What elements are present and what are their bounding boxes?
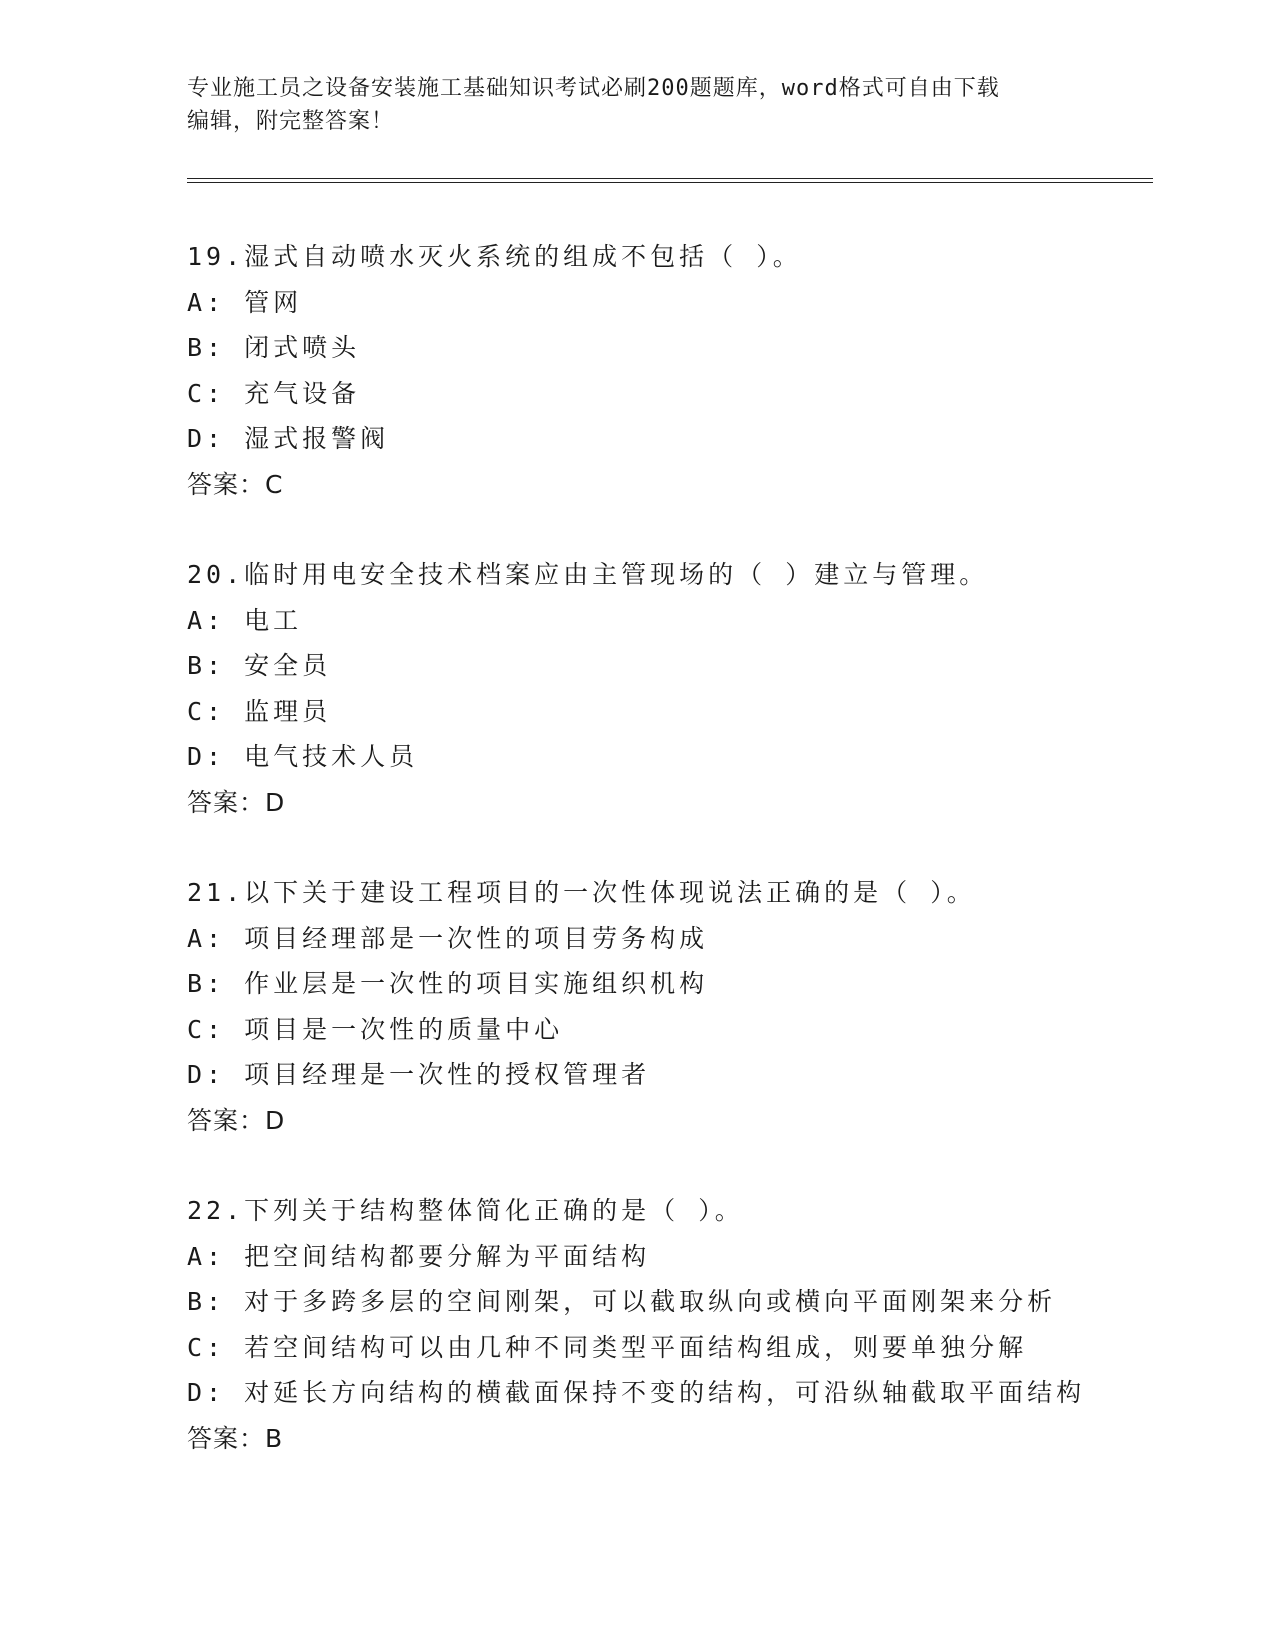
answer-key: 答案：D <box>187 787 286 817</box>
option-c: C: 若空间结构可以由几种不同类型平面结构组成，则要单独分解 <box>187 1332 1028 1362</box>
option-d: D: 湿式报警阀 <box>187 424 390 453</box>
option-b: B: 安全员 <box>187 651 332 680</box>
answer-key: 答案：B <box>187 1423 284 1453</box>
question-item <box>187 234 1187 507</box>
document-header <box>187 72 1087 138</box>
option-b: B: 作业层是一次性的项目实施组织机构 <box>187 969 709 998</box>
question-stem: 21.以下关于建设工程项目的一次性体现说法正确的是（ ）。 <box>187 878 976 907</box>
question-stem: 19.湿式自动喷水灭火系统的组成不包括（ ）。 <box>187 242 802 271</box>
option-a: A: 把空间结构都要分解为平面结构 <box>187 1241 651 1271</box>
option-d: D: 对延长方向结构的横截面保持不变的结构，可沿纵轴截取平面结构 <box>187 1378 1086 1407</box>
option-a: A: 电工 <box>187 605 303 635</box>
header-divider <box>187 178 1153 183</box>
option-a: A: 管网 <box>187 287 303 317</box>
option-d: D: 项目经理是一次性的授权管理者 <box>187 1060 651 1089</box>
option-d: D: 电气技术人员 <box>187 742 419 771</box>
option-a: A: 项目经理部是一次性的项目劳务构成 <box>187 923 709 953</box>
option-b: B: 对于多跨多层的空间刚架，可以截取纵向或横向平面刚架来分析 <box>187 1287 1057 1316</box>
question-list <box>187 234 1187 1506</box>
option-c: C: 监理员 <box>187 696 332 726</box>
header-line-2: 编辑，附完整答案！ <box>187 109 395 134</box>
question-stem: 22.下列关于结构整体简化正确的是（ ）。 <box>187 1196 744 1225</box>
answer-key: 答案：D <box>187 1105 286 1135</box>
option-c: C: 项目是一次性的质量中心 <box>187 1014 564 1044</box>
answer-key: 答案：C <box>187 469 284 499</box>
question-stem: 20.临时用电安全技术档案应由主管现场的（ ）建立与管理。 <box>187 560 989 589</box>
option-b: B: 闭式喷头 <box>187 333 361 362</box>
option-c: C: 充气设备 <box>187 378 361 408</box>
question-item <box>187 870 1187 1143</box>
question-item <box>187 552 1187 825</box>
header-line-1: 专业施工员之设备安装施工基础知识考试必刷200题题库，word格式可自由下载 <box>187 76 1000 101</box>
question-item <box>187 1188 1187 1461</box>
